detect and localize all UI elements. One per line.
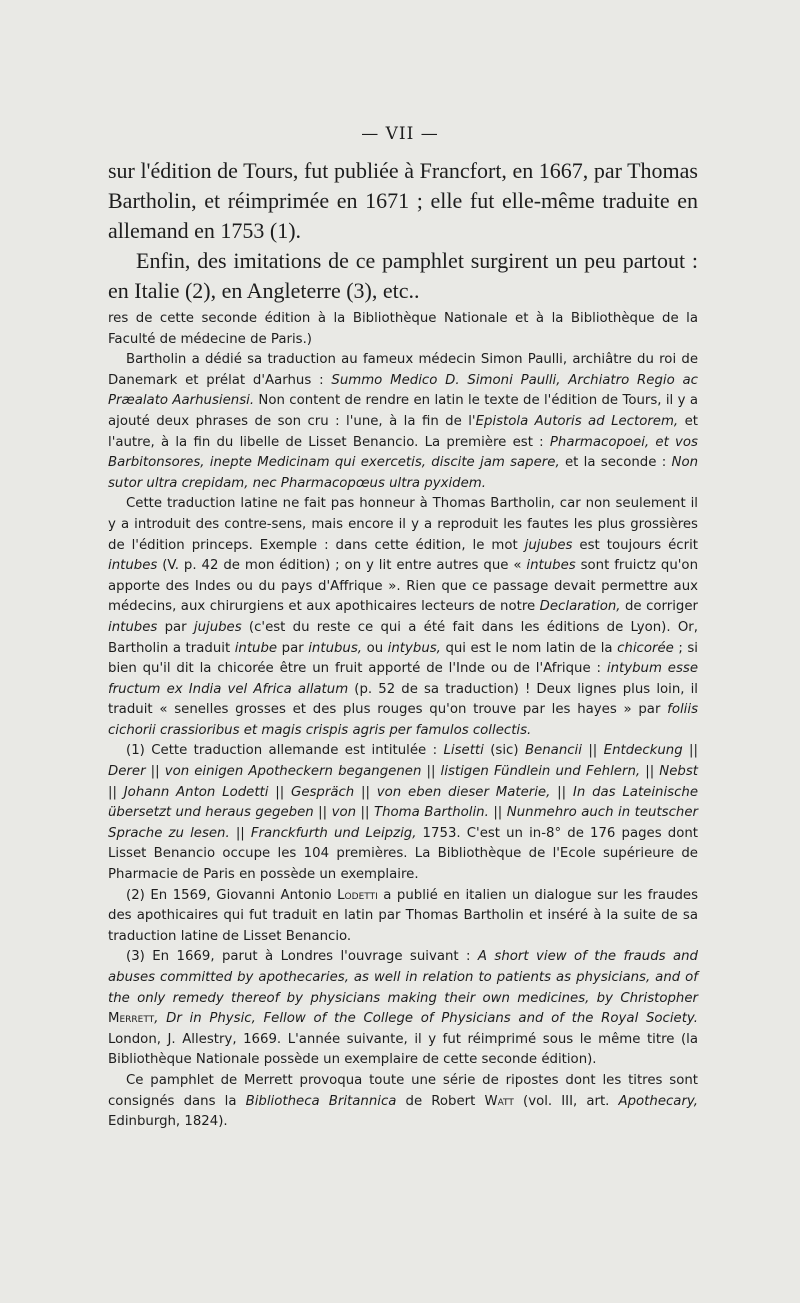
main-paragraph-2: Enfin, des imitations de ce pamphlet surgirent un peu partout : en Italie (2), en Angleterre (3), etc.. xyxy=(108,248,698,303)
footnotes xyxy=(108,309,698,1133)
page-number: — VII — xyxy=(361,124,439,144)
footnote-1-german-translation: (1) Cette traduction allemande est intitulée : Lisetti (sic) Benancii || Entdeckung || Derer || von einigen Apotheckern begangenen || listigen Fündlein und Fehlern, || Nebst || Johann Anton Lodetti || Gespräch || von eben dieser Materie, || In das Lateinische übersetzt und heraus gegeben || von || Thoma Bartholin. || Nunmehro auch in teutscher Sprache zu lesen. || Franckfurth und Leipzig, 1753. C'est un in-8° de 176 pages dont Lisset Benancio occupe les 104 premières. La Bibliothèque de l'Ecole supérieure de Pharmacie de Paris en possède un exemplaire. xyxy=(108,743,698,883)
footnote-bartholin-dedication: Bartholin a dédié sa traduction au fameux médecin Simon Paulli, archiâtre du roi de Danemark et prélat d'Aarhus : Summo Medico D. Simoni Paulli, Archiatro Regio ac Præalato Aarhusiensi. Non content de rendre en latin le texte de l'édition de Tours, il y a ajouté deux phrases de son cru : l'une, à la fin de l'Epistola Autoris ad Lectorem, et l'autre, à la fin du libelle de Lisset Benancio. La première est : Pharmacopoei, et vos Barbitonsores, inepte Medicinam qui exercetis, discite jam sapere, et la seconde : Non sutor ultra crepidam, nec Pharmacopœus ultra pyxidem. xyxy=(108,352,699,491)
footnote-continuation: res de cette seconde édition à la Bibliothèque Nationale et à la Bibliothèque de la Faculté de médecine de Paris.) xyxy=(108,311,698,347)
footnote-3-english-work: (3) En 1669, parut à Londres l'ouvrage suivant : A short view of the frauds and abuses committed by apothecaries, as well in relation to patients as physicians, and of the only remedy thereof by physicians making their own medicines, by Christopher Merrett, Dr in Physic, Fellow of the College of Physicians and of the Royal Society. London, J. Allestry, 1669. L'année suivante, il y fut réimprimé sous le même titre (la Bibliothèque Nationale possède un exemplaire de cette seconde édition). xyxy=(108,949,699,1068)
footnote-translation-critique: Cette traduction latine ne fait pas honneur à Thomas Bartholin, car non seulement il y a introduit des contre-sens, mais encore il y a reproduit les fautes les plus grossières de l'édition princeps. Exemple : dans cette édition, le mot jujubes est toujours écrit intubes (V. p. 42 de mon édition) ; on y lit entre autres que « intubes sont fruictz qu'on apporte des Indes ou du pays d'Affrique ». Rien que ce passage devait permettre aux médecins, aux chirurgiens et aux apothicaires lecteurs de notre Declaration, de corriger intubes par jujubes (c'est du reste ce qui a été fait dans les éditions de Lyon). Or, Bartholin a traduit intube par intubus, ou intybus, qui est le nom latin de la chicorée ; si bien qu'il dit la chicorée être un fruit apporté de l'Inde ou de l'Afrique : intybum esse fructum ex India vel Africa allatum (p. 52 de sa traduction) ! Deux lignes plus loin, il traduit « senelles grosses et des plus rouges qu'on trouve par les hayes » par foliis cichorii crassioribus et magis crispis agris per famulos collectis. xyxy=(108,496,699,738)
footnote-merrett-ripostes: Ce pamphlet de Merrett provoqua toute une série de ripostes dont les titres sont consignés dans la Bibliotheca Britannica de Robert Watt (vol. III, art. Apothecary, Edinburgh, 1824). xyxy=(108,1072,698,1130)
main-text xyxy=(108,156,698,306)
footnote-2-italian-dialogue: (2) En 1569, Giovanni Antonio Lodetti a publié en italien un dialogue sur les fraudes des apothicaires qui fut traduit en latin par Thomas Bartholin et inséré à la suite de sa traduction latine de Lisset Benancio. xyxy=(108,887,698,944)
main-paragraph-1: sur l'édition de Tours, fut publiée à Francfort, en 1667, par Thomas Bartholin, et réimprimée en 1671 ; elle fut elle-même traduite en allemand en 1753 (1). xyxy=(108,158,698,243)
